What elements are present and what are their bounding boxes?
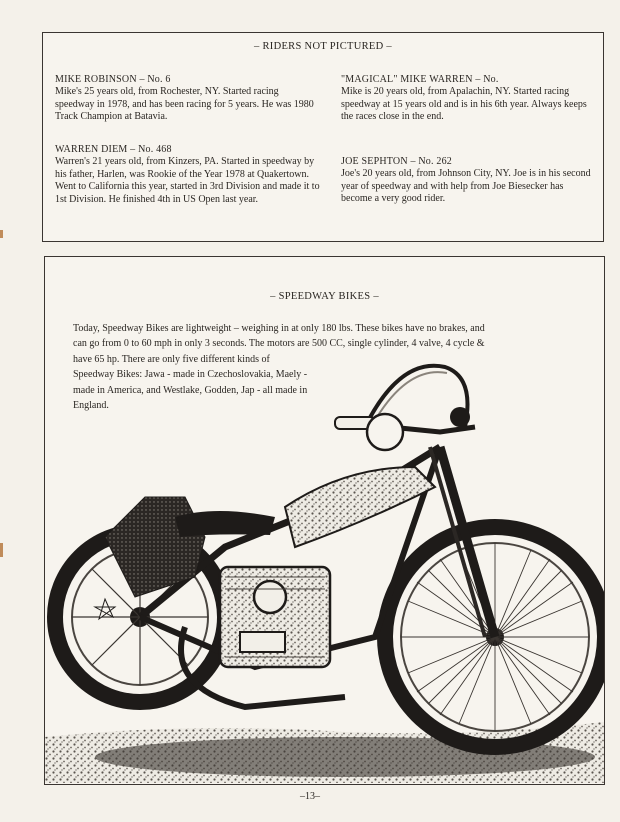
bikes-text-line: have 65 hp. There are only five different kinds of [73, 353, 270, 365]
rider-bio: Mike is 20 years old, from Apalachin, NY. Started racing speedway at 15 years old and is in his 6th year. Always keeps the races close in the end. [341, 86, 587, 123]
riders-section-title: – RIDERS NOT PICTURED – [254, 41, 392, 52]
bikes-section-title: – SPEEDWAY BIKES – [270, 291, 379, 302]
rider-name: "MAGICAL" MIKE WARREN – No. [341, 74, 499, 85]
rider-bio: Warren's 21 years old, from Kinzers, PA. Started in speedway by his father, Harlen, was Rookie of the Year 1978 at Quakertown. Went to California this year, started in 3rd Division and made it to 1st Division. He finished 4th in US Open last year. [55, 156, 320, 205]
rider-bio: Mike's 25 years old, from Rochester, NY. Started racing speedway in 1978, and has been racing for 5 years. He was 1980 Track Champion at Batavia. [55, 86, 314, 123]
binder-mark-top [0, 230, 3, 238]
bikes-text-line: Today, Speedway Bikes are lightweight – weighing in at only 180 lbs. These bikes have no brakes, and [73, 323, 485, 334]
bikes-text-line: can go from 0 to 60 mph in only 3 seconds. The motors are 500 CC, single cylinder, 4 valve, 4 cycle & [73, 338, 485, 350]
speedway-bikes-box [44, 256, 605, 785]
rider-entry [341, 74, 591, 124]
rider-entry [341, 156, 593, 206]
rider-name: WARREN DIEM – No. 468 [55, 144, 172, 155]
rider-entry [55, 74, 317, 124]
rider-entry [55, 144, 321, 206]
riders-not-pictured-box [42, 32, 604, 242]
rider-name: MIKE ROBINSON – No. 6 [55, 74, 171, 85]
bikes-text-makers: Speedway Bikes: Jawa - made in Czechoslovakia, Maely - made in America, and Westlake, Godden, Jap - all made in England. [73, 369, 308, 412]
page-number: –13– [300, 791, 320, 802]
rider-bio: Joe's 20 years old, from Johnson City, NY. Joe is in his second year of speedway and with help from Joe Biesecker has become a very good rider. [341, 168, 591, 205]
rider-name: JOE SEPHTON – No. 262 [341, 156, 452, 167]
binder-mark-bottom [0, 543, 3, 557]
bikes-description [73, 321, 583, 413]
